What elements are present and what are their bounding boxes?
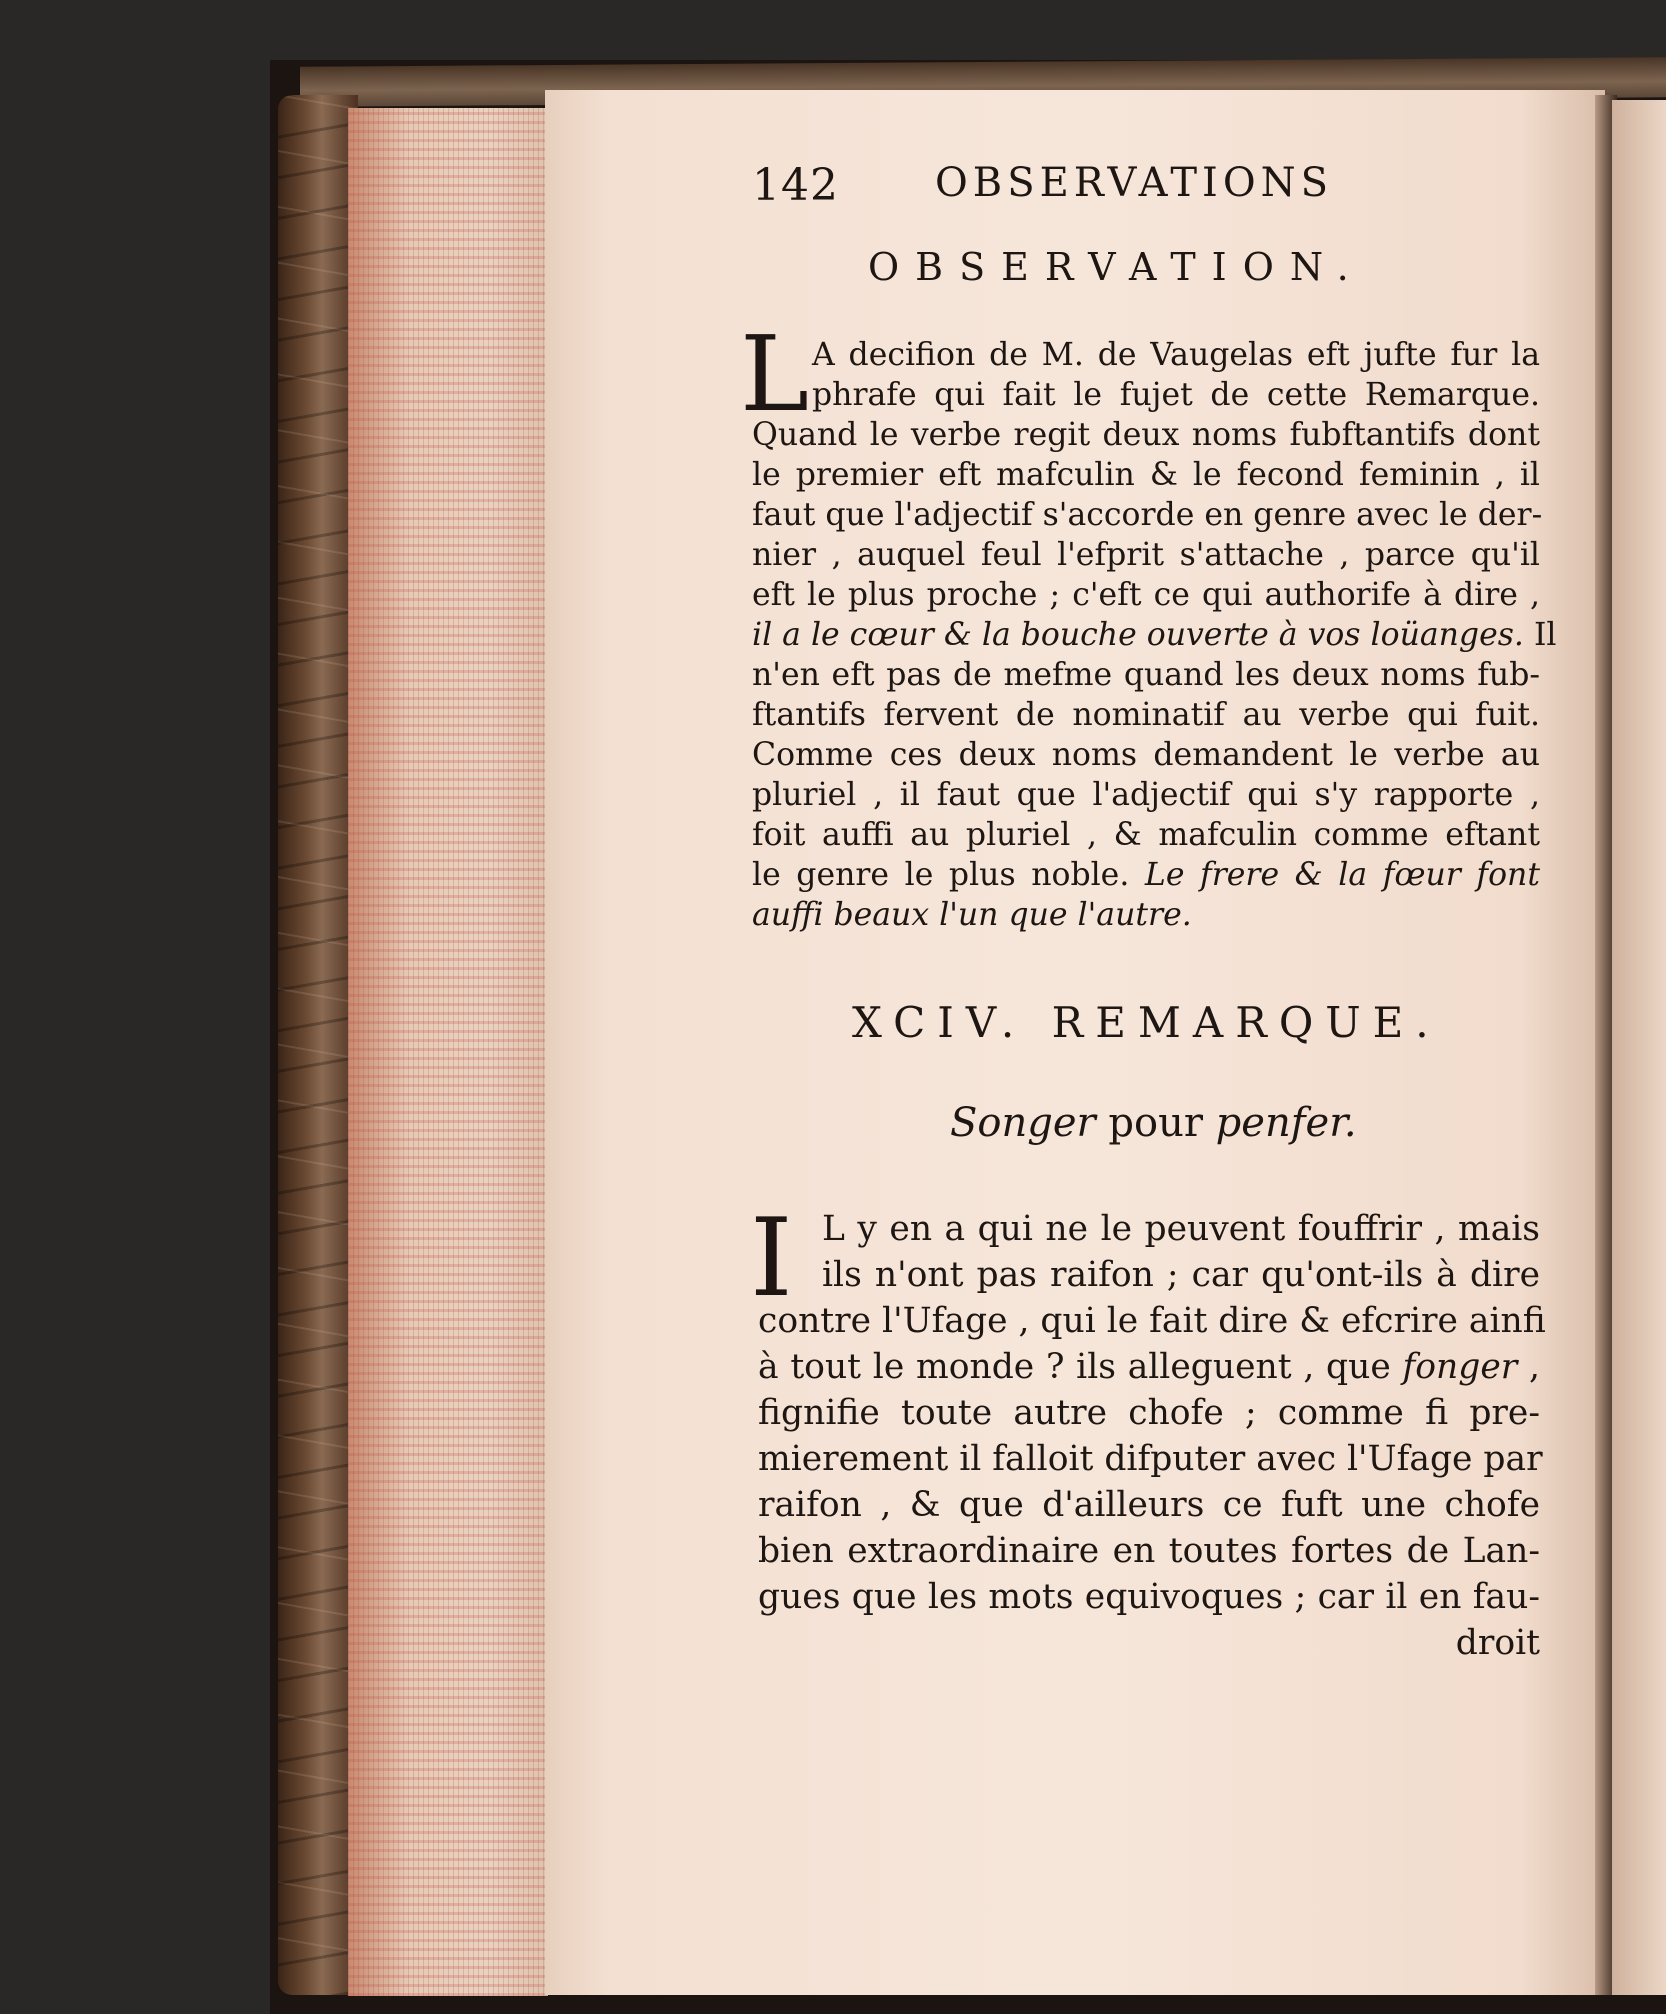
right-page-edge: [1612, 100, 1666, 1995]
text-line: contre l'Ufage , qui le fait dire & efcrire ainfi: [758, 1301, 1546, 1341]
text-line: faut que l'adjectif s'accorde en genre avec le der-: [752, 497, 1543, 533]
drop-cap-l: L: [740, 313, 810, 435]
text-line: phrafe qui fait le fujet de cette Remarque.: [812, 377, 1540, 413]
text-span: Il: [1533, 617, 1557, 653]
catchword: droit: [1455, 1623, 1540, 1663]
remark-subtitle: [950, 1100, 1357, 1146]
italic-word: fonger: [1402, 1347, 1518, 1387]
text-line: bien extraordinaire en toutes fortes de Lan-: [758, 1531, 1540, 1571]
observation-heading: OBSERVATION.: [868, 245, 1365, 289]
subtitle-word: Songer: [950, 1100, 1096, 1146]
italic-quote: il a le cœur & la bouche ouverte à vos loüanges.: [752, 617, 1524, 653]
text-span: ,: [1517, 1347, 1540, 1387]
text-line: A decifion de M. de Vaugelas eft jufte fur la: [812, 337, 1540, 373]
text-line: Comme ces deux noms demandent le verbe au: [752, 737, 1540, 773]
book-spine: [278, 95, 358, 1995]
text-line: n'en eft pas de mefme quand les deux noms fub-: [752, 657, 1540, 693]
text-line: [752, 617, 1557, 653]
page-number: 142: [752, 160, 839, 211]
text-line: L y en a qui ne le peuvent fouffrir , mais: [822, 1209, 1540, 1249]
text-line: pluriel , il faut que l'adjectif qui s'y rapporte ,: [752, 777, 1540, 813]
italic-quote: auffi beaux l'un que l'autre.: [752, 897, 1192, 933]
text-line: nier , auquel feul l'efprit s'attache , parce qu'il: [752, 537, 1540, 573]
text-line: raifon , & que d'ailleurs ce fuft une chofe: [758, 1485, 1540, 1525]
text-line: [758, 1347, 1540, 1387]
italic-quote: Le frere & la fœur font: [1144, 857, 1540, 893]
text-span: à tout le monde ? ils alleguent , que: [758, 1347, 1391, 1387]
text-line: Quand le verbe regit deux noms fubftantifs dont: [752, 417, 1540, 453]
text-line: foit auffi au pluriel , & mafculin comme eftant: [752, 817, 1540, 853]
text-line: gues que les mots equivoques ; car il en fau-: [758, 1577, 1540, 1617]
text-line: le premier eft mafculin & le fecond feminin , il: [752, 457, 1540, 493]
text-line: eft le plus proche ; c'eft ce qui authorife à dire ,: [752, 577, 1540, 613]
running-title: OBSERVATIONS: [935, 160, 1334, 206]
text-line: fignifie toute autre chofe ; comme fi pre-: [758, 1393, 1540, 1433]
drop-cap-i: I: [750, 1196, 793, 1321]
text-line: [752, 857, 1540, 893]
text-span: le genre le plus noble.: [752, 857, 1130, 893]
subtitle-word: pour: [1108, 1100, 1203, 1146]
subtitle-word: penfer.: [1215, 1100, 1357, 1146]
text-line: ils n'ont pas raifon ; car qu'ont-ils à dire: [822, 1255, 1540, 1295]
text-line: mierement il falloit difputer avec l'Ufage par: [758, 1439, 1543, 1479]
text-line: [752, 897, 1540, 933]
page-edges: [348, 108, 548, 1996]
remark-heading: XCIV. REMARQUE.: [852, 998, 1441, 1047]
text-line: ftantifs fervent de nominatif au verbe qui fuit.: [752, 697, 1540, 733]
